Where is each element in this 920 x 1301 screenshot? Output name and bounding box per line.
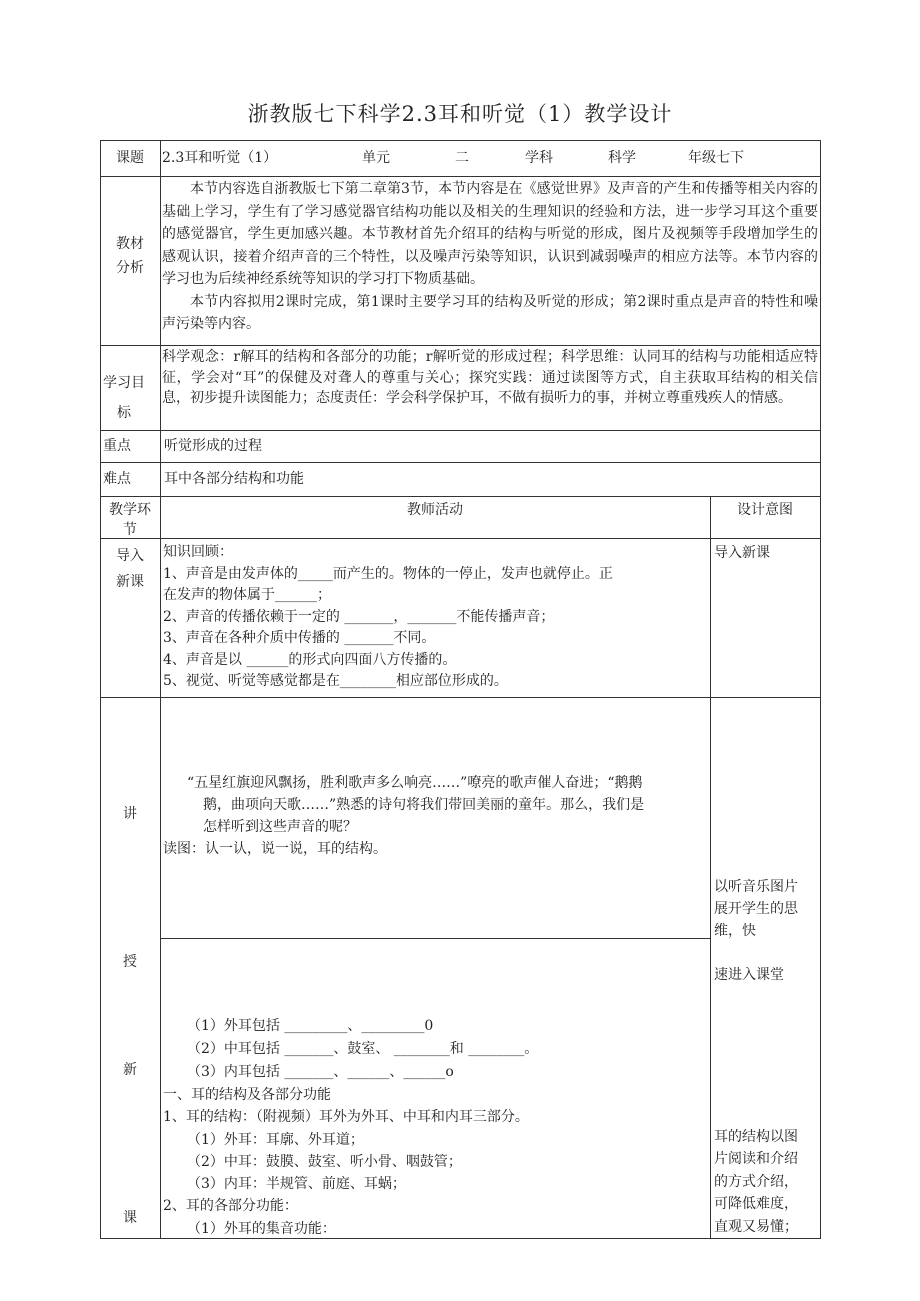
lecture-stage-char-3: 新 (123, 1062, 137, 1078)
grade-value: 年级七下 (688, 150, 744, 166)
key-point-label: 重点 (103, 438, 131, 454)
lecture-intent-a: 以听音乐图片 展开学生的思 维，快 (714, 879, 798, 939)
unit-value: 二 (455, 150, 469, 166)
topic-value: 2.3耳和听觉（1） (162, 150, 278, 166)
stage-column-header: 教学环 节 (109, 502, 151, 538)
document-title: 浙教版七下科学2.3耳和听觉（1）教学设计 (247, 102, 673, 126)
intro-stage-label: 导入 新课 (116, 548, 144, 590)
unit-label: 单元 (362, 150, 390, 166)
subject-label: 学科 (525, 150, 553, 166)
objectives-text: 科学观念：r解耳的结构和各部分的功能；r解听觉的形成过程；科学思维：认同耳的结构与功能相适应特征，学会对“耳”的保健及对聋人的尊重与关心；探究实践：通过读图等方式，自主获取耳结构的相关信息，初步提升读图能力；态度责任：学会科学保护耳，不做有损听力的事，并树立尊重残疾人的情感。 (162, 349, 818, 406)
lecture-intro-text: “五星红旗迎风飘扬，胜利歌声多么响亮……”嘹亮的歌声催人奋进；“鹅鹅 鹅，曲项向天歌……”熟悉的诗句将我们带回美丽的童年。那么，我们是 怎样听到这些声音的呢？ 读图：认一认，说一说，耳的结构。 (163, 775, 645, 857)
intro-intent: 导入新课 (714, 545, 770, 561)
design-intent-header: 设计意图 (737, 502, 793, 518)
lecture-intent-c: 耳的结构以图 片阅读和介绍 的方式介绍， 可降低难度， 直观又易懂； (714, 1129, 798, 1235)
intro-review-text: 知识回顾： 1、声音是由发声体的_____而产生的。物体的一停止，发声也就停止。正 在发声的物体属于______； 2、声音的传播依赖于一定的 _______，_______不能传播声音； 3、声音在各种介质中传播的 _______不同。 4、声音是以 ______的形式向四面八方传播的。 5、视觉、听觉等感觉都是在________相应部位形成的。 (163, 544, 613, 689)
teacher-activity-header: 教师活动 (407, 502, 463, 518)
objectives-label: 学习目 标 (103, 375, 145, 421)
topic-label: 课题 (116, 150, 144, 166)
lecture-stage-char-4: 课 (123, 1210, 137, 1226)
key-point-text: 听觉形成的过程 (164, 438, 262, 454)
difficulty-text: 耳中各部分结构和功能 (164, 471, 304, 487)
material-analysis-label: 教材 分析 (116, 236, 144, 276)
material-analysis-text: 本节内容选自浙教版七下第二章第3节，本节内容是在《感觉世界》及声音的产生和传播等相关内容的基础上学习，学生有了学习感觉器官结构功能以及相关的生理知识的经验和方法，进一步学习耳这个重要的感觉器官，学生更加感兴趣。本节教材首先介绍耳的结构与听觉的形成，图片及视频等手段增加学生的感观认识，接着介绍声音的三个特性，以及噪声污染等知识，认识到减弱噪声的相应方法等。本节内容的学习也为后续神经系统等知识的学习打下物质基础。 本节内容拟用2课时完成，第1课时主要学习耳的结构及听觉的形成；第2课时重点是声音的特性和噪声污染等内容。 (162, 181, 818, 332)
subject-value: 科学 (608, 150, 636, 166)
lecture-stage-char-1: 讲 (123, 806, 137, 822)
lecture-intent-b: 速进入课堂 (714, 967, 784, 983)
ear-structure-fill-in: （1）外耳包括 _________、_________0 （2）中耳包括 _______、鼓室、 ________和 ________。 （3）内耳包括 _______、______、______o (187, 1018, 539, 1080)
difficulty-label: 难点 (103, 471, 131, 487)
ear-structure-content: 一、耳的结构及各部分功能 1、耳的结构：（附视频）耳外为外耳、中耳和内耳三部分。 （1）外耳：耳廓、外耳道； （2）中耳：鼓膜、鼓室、听小骨、咽鼓管； （3）内耳：半规管、前庭、耳蜗； 2、耳的各部分功能： （1）外耳的集音功能： (163, 1087, 529, 1237)
lecture-stage-char-2: 授 (123, 954, 137, 970)
